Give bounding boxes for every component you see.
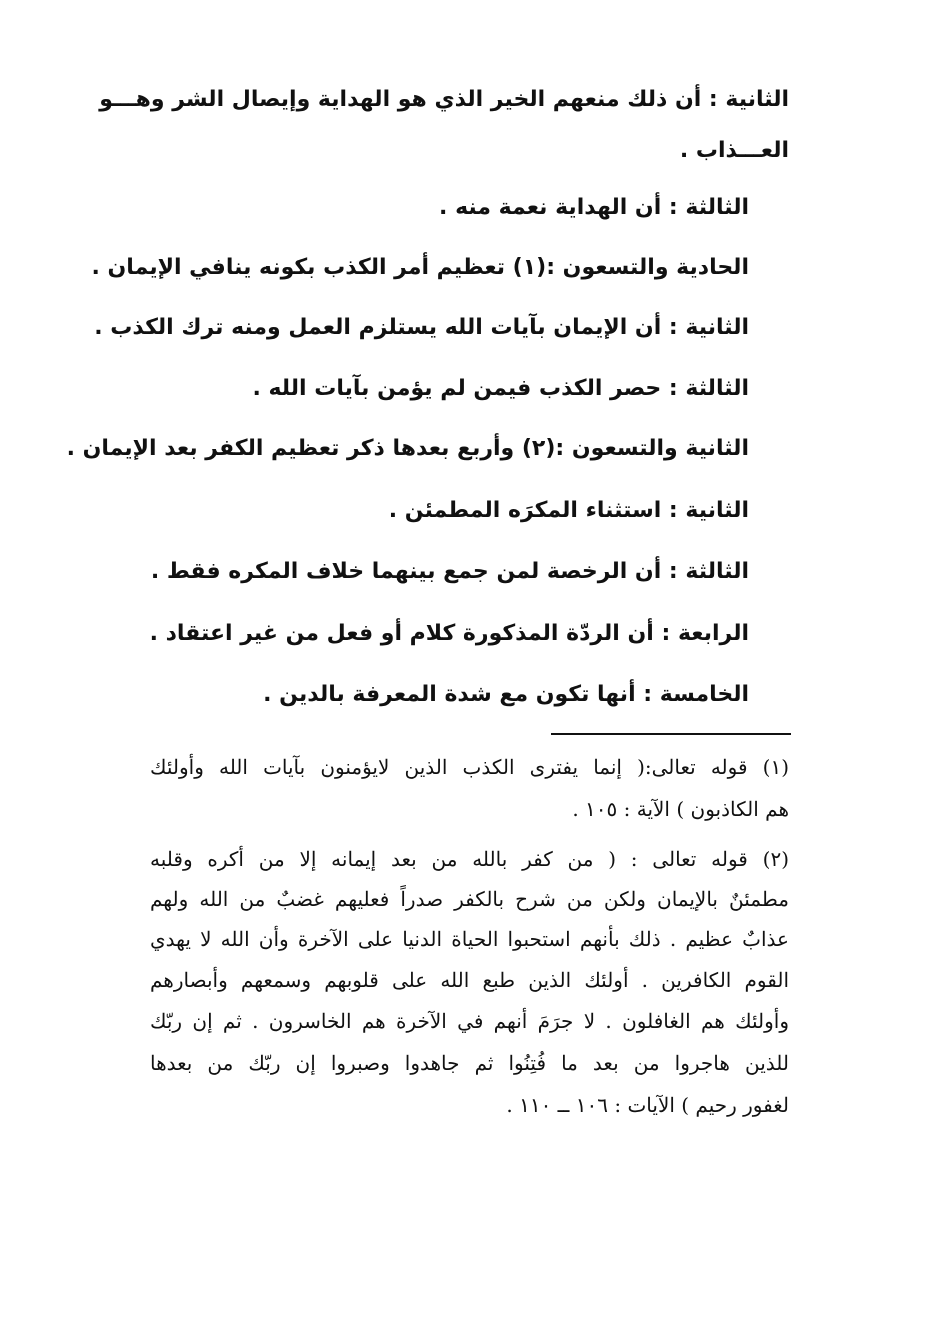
body-line: الرابعة : أن الردّة المذكورة كلام أو فعل من غير اعتقاد . [149, 621, 749, 646]
footnote-line: لغفور رحيم ) الآيات : ١٠٦ ــ ١١٠ . [506, 1093, 789, 1117]
body-line: الثانية والتسعون :(٢) وأربع بعدها ذكر تعظيم الكفر بعد الإيمان . [66, 436, 749, 461]
body-line: الثانية : استثناء المكرَه المطمئن . [388, 498, 749, 523]
body-line: الثانية : أن الإيمان بآيات الله يستلزم العمل ومنه ترك الكذب . [94, 315, 749, 340]
footnote-line: (٢) قوله تعالى : ( من كفر بالله من بعد إيمانه إلا من أكره وقلبه [150, 847, 789, 871]
body-line: الثانية : أن ذلك منعهم الخير الذي هو الهداية وإيصال الشر وهـــو [99, 87, 789, 112]
footnote-line: عذابٌ عظيم . ذلك بأنهم استحبوا الحياة الدنيا على الآخرة وأن الله لا يهدي [150, 927, 789, 951]
footnote-line: القوم الكافرين . أولئك الذين طبع الله على قلوبهم وسمعهم وأبصارهم [150, 968, 789, 992]
body-line: الثالثة : أن الرخصة لمن جمع بينهما خلاف المكره فقط . [150, 559, 749, 584]
footnote-line: (١) قوله تعالى:( إنما يفترى الكذب الذين لايؤمنون بآيات الله وأولئك [150, 755, 789, 779]
body-line: الحادية والتسعون :(١) تعظيم أمر الكذب بكونه ينافي الإيمان . [91, 255, 749, 280]
body-line: الخامسة : أنها تكون مع شدة المعرفة بالدين . [263, 682, 749, 707]
body-line: العـــذاب . [679, 138, 789, 163]
footnote-line: للذين هاجروا من بعد ما فُتِنُوا ثم جاهدوا وصبروا إن ربّك من بعدها [150, 1051, 789, 1075]
body-line: الثالثة : حصر الكذب فيمن لم يؤمن بآيات الله . [252, 376, 749, 401]
body-line: الثالثة : أن الهداية نعمة منه . [439, 195, 749, 220]
footnote-line: وأولئك هم الغافلون . لا جرَمَ أنهم في الآخرة هم الخاسرون . ثم إن ربّك [150, 1009, 789, 1033]
footnote-line: هم الكاذبون ) الآية : ١٠٥ . [572, 797, 789, 821]
footnote-line: مطمئنٌ بالإيمان ولكن من شرح بالكفر صدراً فعليهم غضبٌ من الله ولهم [150, 887, 789, 911]
footnote-separator [551, 733, 791, 735]
